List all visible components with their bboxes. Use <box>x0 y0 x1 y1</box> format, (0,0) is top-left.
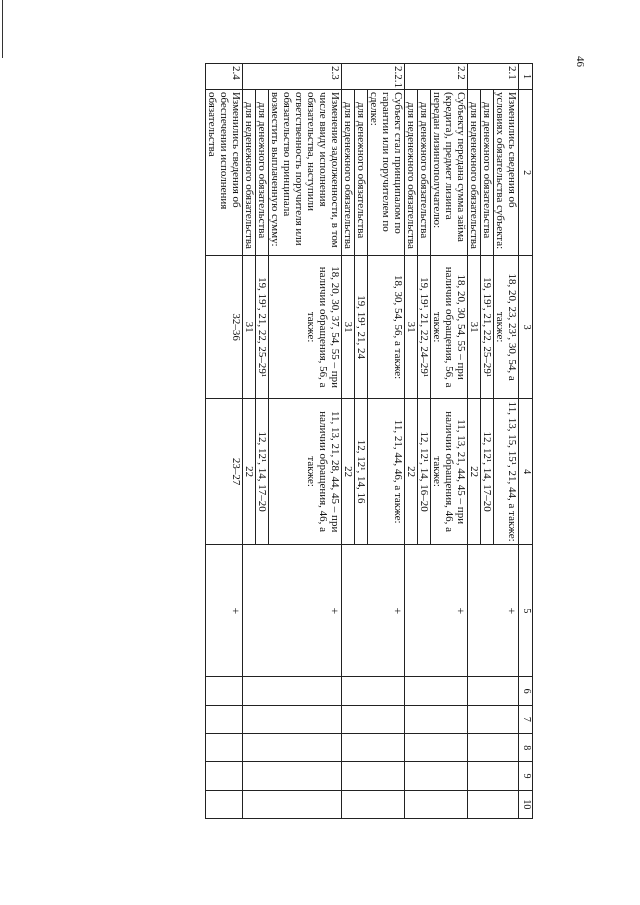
subrow-title: для денежного обязательства <box>481 89 494 255</box>
col4-cell: 12, 12¹, 14, 16–20 <box>418 399 431 545</box>
row-number: 2.1 <box>468 64 519 90</box>
empty-cell <box>405 705 468 733</box>
col4-cell: 22 <box>405 399 418 545</box>
col3-cell: 31 <box>243 256 256 399</box>
header-cell: 10 <box>519 790 533 818</box>
empty-cell <box>342 734 405 762</box>
row-number: 2.4 <box>206 64 243 90</box>
empty-cell <box>243 677 342 705</box>
empty-cell <box>405 762 468 790</box>
data-table <box>205 63 533 819</box>
row-title: Изменение задолженности, в том числе ввиду исполнения обязательства, наступили ответственность поручителя или обязательство принципала возместить выплаченную сумму: <box>269 89 342 255</box>
header-cell: 8 <box>519 734 533 762</box>
col4-cell: 22 <box>243 399 256 545</box>
header-cell: 3 <box>519 256 533 399</box>
crop-mark <box>2 0 3 58</box>
page-number: 46 <box>574 56 586 67</box>
empty-cell <box>342 762 405 790</box>
header-cell: 1 <box>519 64 533 90</box>
empty-cell <box>206 790 243 818</box>
empty-cell <box>405 790 468 818</box>
empty-cell <box>243 705 342 733</box>
empty-cell <box>468 705 519 733</box>
row-title: Субъект стал принципалом по гарантии или поручителем по сделке: <box>368 89 405 255</box>
mark-cell: + <box>342 545 405 677</box>
col3-cell: 18, 20, 30, 37, 54, 55 – при наличии обращения, 56, а также: <box>269 256 342 399</box>
col3-cell: 18, 20, 30, 54, 55 – при наличии обращения, 56, а также: <box>431 256 468 399</box>
row-title: Субъекту передана сумма займа (кредита), предмет лизинга передан лизингополучателю: <box>431 89 468 255</box>
row-title: Изменились сведения об обеспечении исполнения обязательства <box>206 89 243 255</box>
table-row <box>494 64 519 819</box>
rotated-table-container <box>107 63 533 819</box>
mark-cell: + <box>243 545 342 677</box>
mark-cell: + <box>206 545 243 677</box>
table-row <box>431 64 468 819</box>
col4-cell: 11, 13, 21, 28, 44, 45 – при наличии обращения, 46, а также: <box>269 399 342 545</box>
empty-cell <box>342 705 405 733</box>
empty-cell <box>206 677 243 705</box>
empty-cell <box>342 677 405 705</box>
subrow-title: для неденежного обязательства <box>468 89 481 255</box>
col4-cell: 11, 13, 21, 44, 45 – при наличии обращения, 46, а также: <box>431 399 468 545</box>
header-cell: 4 <box>519 399 533 545</box>
table-row <box>368 64 405 819</box>
col4-cell: 22 <box>342 399 355 545</box>
empty-cell <box>206 734 243 762</box>
row-number: 2.3 <box>243 64 342 90</box>
col3-cell: 19, 19¹, 21, 22, 25–29¹ <box>481 256 494 399</box>
empty-cell <box>206 762 243 790</box>
col3-cell: 31 <box>405 256 418 399</box>
empty-cell <box>405 734 468 762</box>
subrow-title: для денежного обязательства <box>256 89 269 255</box>
col3-cell: 19, 19¹, 21, 24 <box>355 256 368 399</box>
empty-cell <box>405 677 468 705</box>
empty-cell <box>342 790 405 818</box>
subrow-title: для неденежного обязательства <box>405 89 418 255</box>
col3-cell: 31 <box>342 256 355 399</box>
col3-cell: 19, 19¹, 21, 22, 25–29¹ <box>256 256 269 399</box>
subrow-title: для неденежного обязательства <box>243 89 256 255</box>
table-row <box>269 64 342 819</box>
subrow-title: для денежного обязательства <box>355 89 368 255</box>
col3-cell: 18, 20, 23, 23¹, 30, 54, а также: <box>494 256 519 399</box>
empty-cell <box>206 705 243 733</box>
header-cell: 5 <box>519 545 533 677</box>
subrow-title: для неденежного обязательства <box>342 89 355 255</box>
row-title: Изменились сведения об условиях обязательства субъекта: <box>494 89 519 255</box>
empty-cell <box>468 677 519 705</box>
table-row <box>206 64 243 819</box>
col3-cell: 32–36 <box>206 256 243 399</box>
col4-cell: 22 <box>468 399 481 545</box>
subrow-title: для денежного обязательства <box>418 89 431 255</box>
row-number: 2.2.1 <box>342 64 405 90</box>
col3-cell: 31 <box>468 256 481 399</box>
col3-cell: 19, 19¹, 21, 22, 24–29¹ <box>418 256 431 399</box>
col4-cell: 12, 12¹, 14, 17–20 <box>481 399 494 545</box>
empty-cell <box>468 734 519 762</box>
empty-cell <box>468 790 519 818</box>
col4-cell: 12, 12¹, 14, 17–20 <box>256 399 269 545</box>
col4-cell: 12, 12¹, 14, 16 <box>355 399 368 545</box>
empty-cell <box>243 762 342 790</box>
col4-cell: 23–27 <box>206 399 243 545</box>
row-number: 2.2 <box>405 64 468 90</box>
col4-cell: 11, 21, 44, 46, а также: <box>368 399 405 545</box>
empty-cell <box>468 762 519 790</box>
mark-cell: + <box>405 545 468 677</box>
empty-cell <box>243 790 342 818</box>
empty-cell <box>243 734 342 762</box>
header-row <box>519 64 533 819</box>
mark-cell: + <box>468 545 519 677</box>
header-cell: 2 <box>519 89 533 255</box>
header-cell: 9 <box>519 762 533 790</box>
col3-cell: 18, 30, 54, 56, а также: <box>368 256 405 399</box>
col4-cell: 11, 13, 15, 15¹, 21, 44, а также: <box>494 399 519 545</box>
header-cell: 7 <box>519 705 533 733</box>
header-cell: 6 <box>519 677 533 705</box>
